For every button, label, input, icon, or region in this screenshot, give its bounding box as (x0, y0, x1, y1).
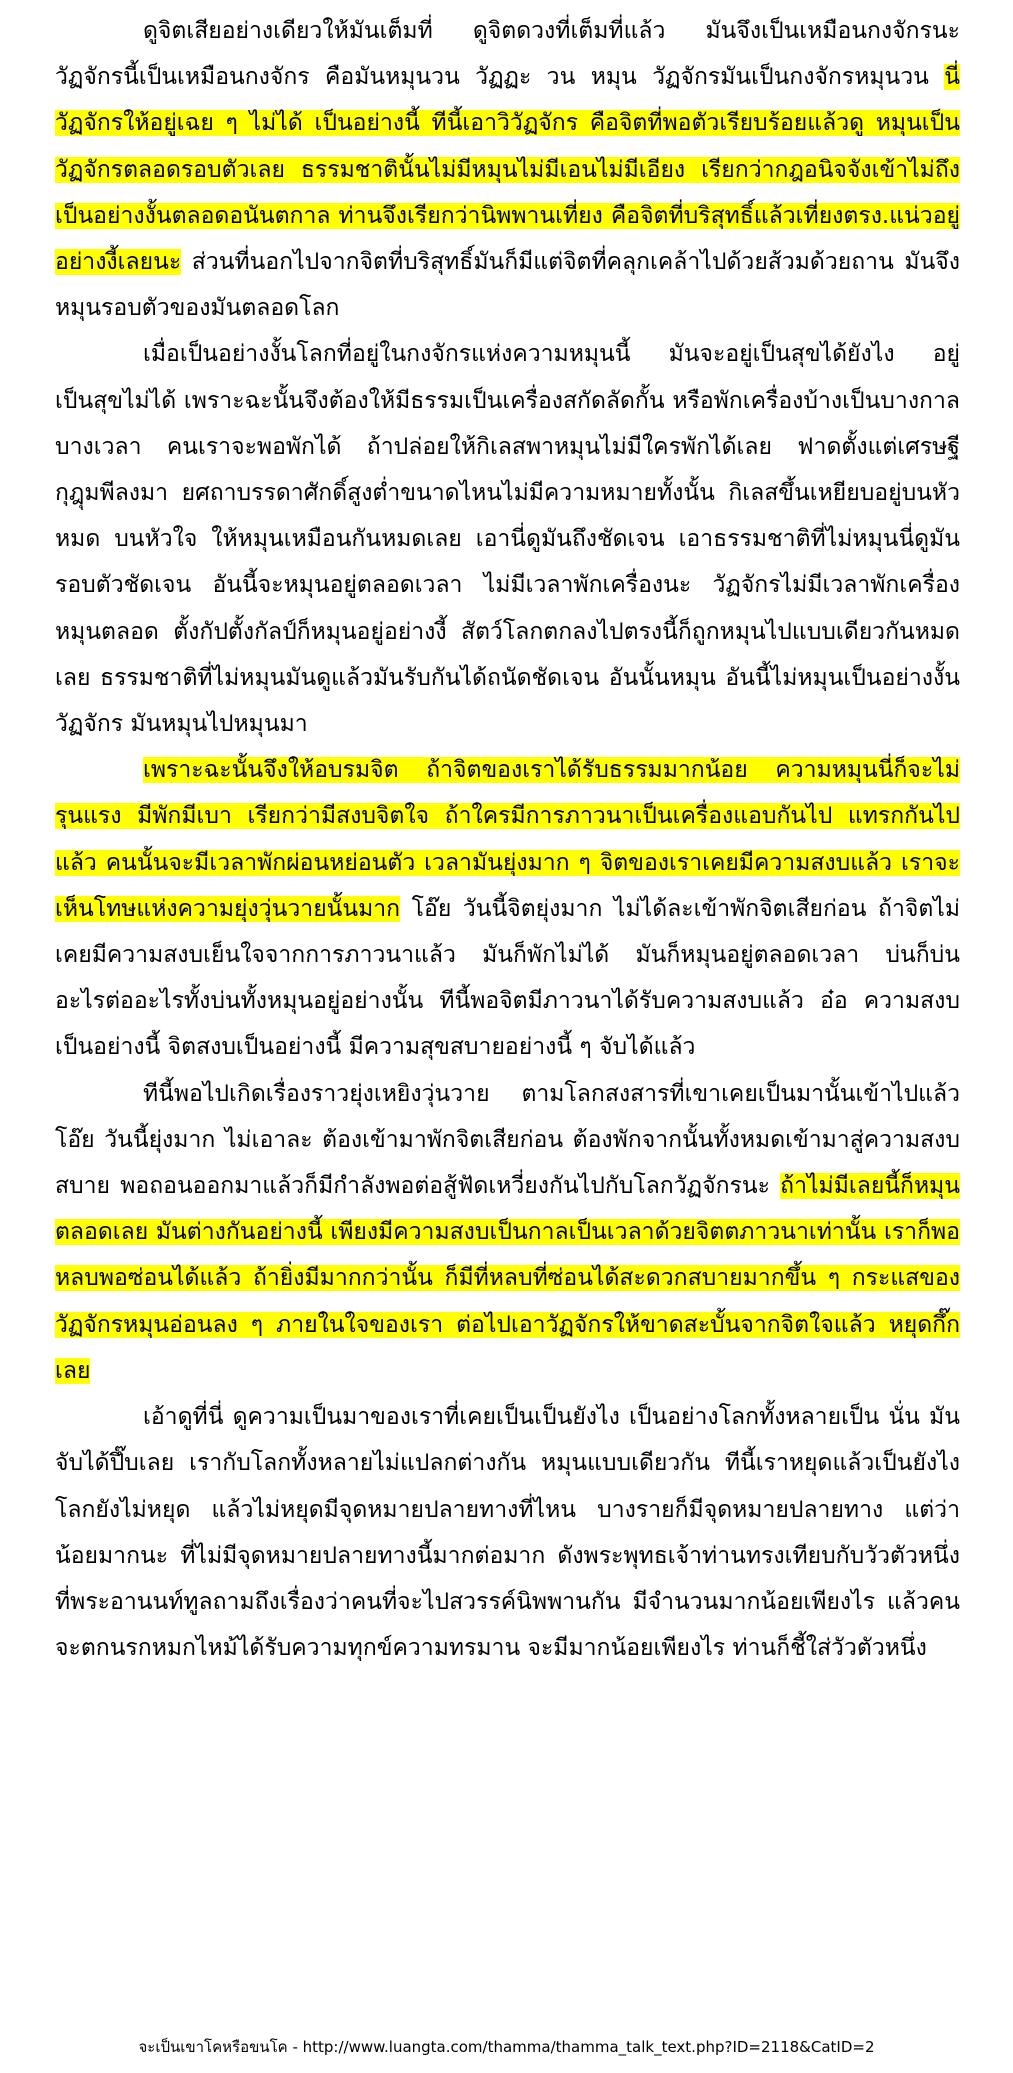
paragraph-4 (55, 1071, 960, 1394)
text-segment: ส่วนที่นอกไปจากจิตที่บริสุทธิ์มันก็มีแต่จิตที่คลุกเคล้าไปด้วยส้วมด้วยถาน มันจึงหมุนรอบตัวของมันตลอดโลก (55, 249, 960, 322)
paragraph-1 (55, 8, 960, 331)
source-footer: จะเป็นเขาโคหรือขนโค - http://www.luangta.com/thamma/thamma_talk_text.php?ID=2118&CatID=2 (138, 2038, 875, 2056)
highlighted-text: นี่วัฏจักรให้อยู่เฉย ๆ ไม่ได้ เป็นอย่างนี้ ทีนี้เอาวิวัฏจักร คือจิตที่พอตัวเรียบร้อยแล้วดู หมุนเป็นวัฏจักรตลอดรอบตัวเลย ธรรมชาตินั้นไม่มีหมุนไม่มีเอนไม่มีเอียง เรียกว่ากฎอนิจจังเข้าไม่ถึง เป็นอย่างงั้นตลอดอนันตกาล ท่านจึงเรียกว่านิพพานเที่ยง คือจิตที่บริสุทธิ์แล้วเที่ยงตรง.แน่วอยู่อย่างงี้เลยนะ (55, 64, 960, 276)
text-segment: โอ๊ย วันนี้จิตยุ่งมาก ไม่ได้ละเข้าพักจิตเสียก่อน ถ้าจิตไม่เคยมีความสงบเย็นใจจากการภาวนาแล้ว มันก็พักไม่ได้ มันก็หมุนอยู่ตลอดเวลา บ่นก็บ่น อะไรต่ออะไรทั้งบ่นทั้งหมุนอยู่อย่างนั้น ทีนี้พอจิตมีภาวนาได้รับความสงบแล้ว อ๋อ ความสงบเป็นอย่างนี้ จิตสงบเป็นอย่างนี้ มีความสุขสบายอย่างนี้ ๆ จับได้แล้ว (55, 895, 960, 1061)
paragraph-5 (55, 1394, 960, 1671)
highlighted-text: ถ้าไม่มีเลยนี้ก็หมุนตลอดเลย มันต่างกันอย่างนี้ เพียงมีความสงบเป็นกาลเป็นเวลาด้วยจิตตภาวนาเท่านั้น เราก็พอหลบพอซ่อนได้แล้ว ถ้ายิ่งมีมากกว่านั้น ก็มีที่หลบที่ซ่อนได้สะดวกสบายมากขึ้น ๆ กระแสของวัฏจักรหมุนอ่อนลง ๆ ภายในใจของเรา ต่อไปเอาวัฏจักรให้ขาดสะบั้นจากจิตใจแล้ว หยุดกึ๊กเลย (55, 1173, 960, 1384)
text-segment: เอ้าดูที่นี่ ดูความเป็นมาของเราที่เคยเป็นเป็นยังไง เป็นอย่างโลกทั้งหลายเป็น นั่น มันจับได้ปึ๊บเลย เรากับโลกทั้งหลายไม่แปลกต่างกัน หมุนแบบเดียวกัน ทีนี้เราหยุดแล้วเป็นยังไง โลกยังไม่หยุด แล้วไม่หยุดมีจุดหมายปลายทางที่ไหน บางรายก็มีจุดหมายปลายทาง แต่ว่าน้อยมากนะ ที่ไม่มีจุดหมายปลายทางนี้มากต่อมาก ดังพระพุทธเจ้าท่านทรงเทียบกับวัวตัวหนึ่ง ที่พระอานนท์ทูลถามถึงเรื่องว่าคนที่จะไปสวรรค์นิพพานกัน มีจำนวนมากน้อยเพียงไร แล้วคนจะตกนรกหมกไหม้ได้รับความทุกข์ความทรมาน จะมีมากน้อยเพียงไร ท่านก็ชี้ใส่วัวตัวหนึ่ง (55, 1404, 960, 1662)
paragraph-2 (55, 331, 960, 747)
document-body (55, 8, 960, 1671)
highlighted-text: เพราะฉะนั้นจึงให้อบรมจิต ถ้าจิตของเราได้รับธรรมมากน้อย ความหมุนนี่ก็จะไม่รุนแรง มีพักมีเบา เรียกว่ามีสงบจิตใจ ถ้าใครมีการภาวนาเป็นเครื่องแอบกันไป แทรกกันไปแล้ว คนนั้นจะมีเวลาพักผ่อนหย่อนตัว เวลามันยุ่งมาก ๆ จิตของเราเคยมีความสงบแล้ว เราจะเห็นโทษแห่งความยุ่งวุ่นวายนั้นมาก (55, 757, 960, 922)
text-segment: ดูจิตเสียอย่างเดียวให้มันเต็มที่ ดูจิตดวงที่เต็มที่แล้ว มันจึงเป็นเหมือนกงจักรนะ วัฏจักรนี้เป็นเหมือนกงจักร คือมันหมุนวน วัฏฏะ วน หมุน วัฏจักรมันเป็นกงจักรหมุนวน (55, 18, 960, 91)
text-segment: เมื่อเป็นอย่างงั้นโลกที่อยู่ในกงจักรแห่งความหมุนนี้ มันจะอยู่เป็นสุขได้ยังไง อยู่เป็นสุขไม่ได้ เพราะฉะนั้นจึงต้องให้มีธรรมเป็นเครื่องสกัดลัดกั้น หรือพักเครื่องบ้างเป็นบางกาลบางเวลา คนเราจะพอพักได้ ถ้าปล่อยให้กิเลสพาหมุนไม่มีใครพักได้เลย ฟาดตั้งแต่เศรษฐีกุฎุมพีลงมา ยศถาบรรดาศักดิ์สูงต่ำขนาดไหนไม่มีความหมายทั้งนั้น กิเลสขึ้นเหยียบอยู่บนหัวหมด บนหัวใจ ให้หมุนเหมือนกันหมดเลย เอานี่ดูมันถึงชัดเจน เอาธรรมชาติที่ไม่หมุนนี่ดูมันรอบตัวชัดเจน อันนี้จะหมุนอยู่ตลอดเวลา ไม่มีเวลาพักเครื่องนะ วัฏจักรไม่มีเวลาพักเครื่องหมุนตลอด ตั้งกัปตั้งกัลป์ก็หมุนอยู่อย่างงี้ สัตว์โลกตกลงไปตรงนี้ก็ถูกหมุนไปแบบเดียวกันหมดเลย ธรรมชาติที่ไม่หมุนมันดูแล้วมันรับกันได้ถนัดชัดเจน อันนั้นหมุน อันนี้ไม่หมุนเป็นอย่างงั้นวัฏจักร มันหมุนไปหมุนมา (55, 341, 960, 738)
paragraph-3 (55, 747, 960, 1070)
text-segment: ทีนี้พอไปเกิดเรื่องราวยุ่งเหยิงวุ่นวาย ตามโลกสงสารที่เขาเคยเป็นมานั้นเข้าไปแล้ว โอ๊ย วันนี้ยุ่งมาก ไม่เอาละ ต้องเข้ามาพักจิตเสียก่อน ต้องพักจากนั้นทั้งหมดเข้ามาสู่ความสงบสบาย พอถอนออกมาแล้วก็มีกำลังพอต่อสู้ฟัดเหวี่ยงกันไปกับโลกวัฏจักรนะ (55, 1080, 960, 1200)
